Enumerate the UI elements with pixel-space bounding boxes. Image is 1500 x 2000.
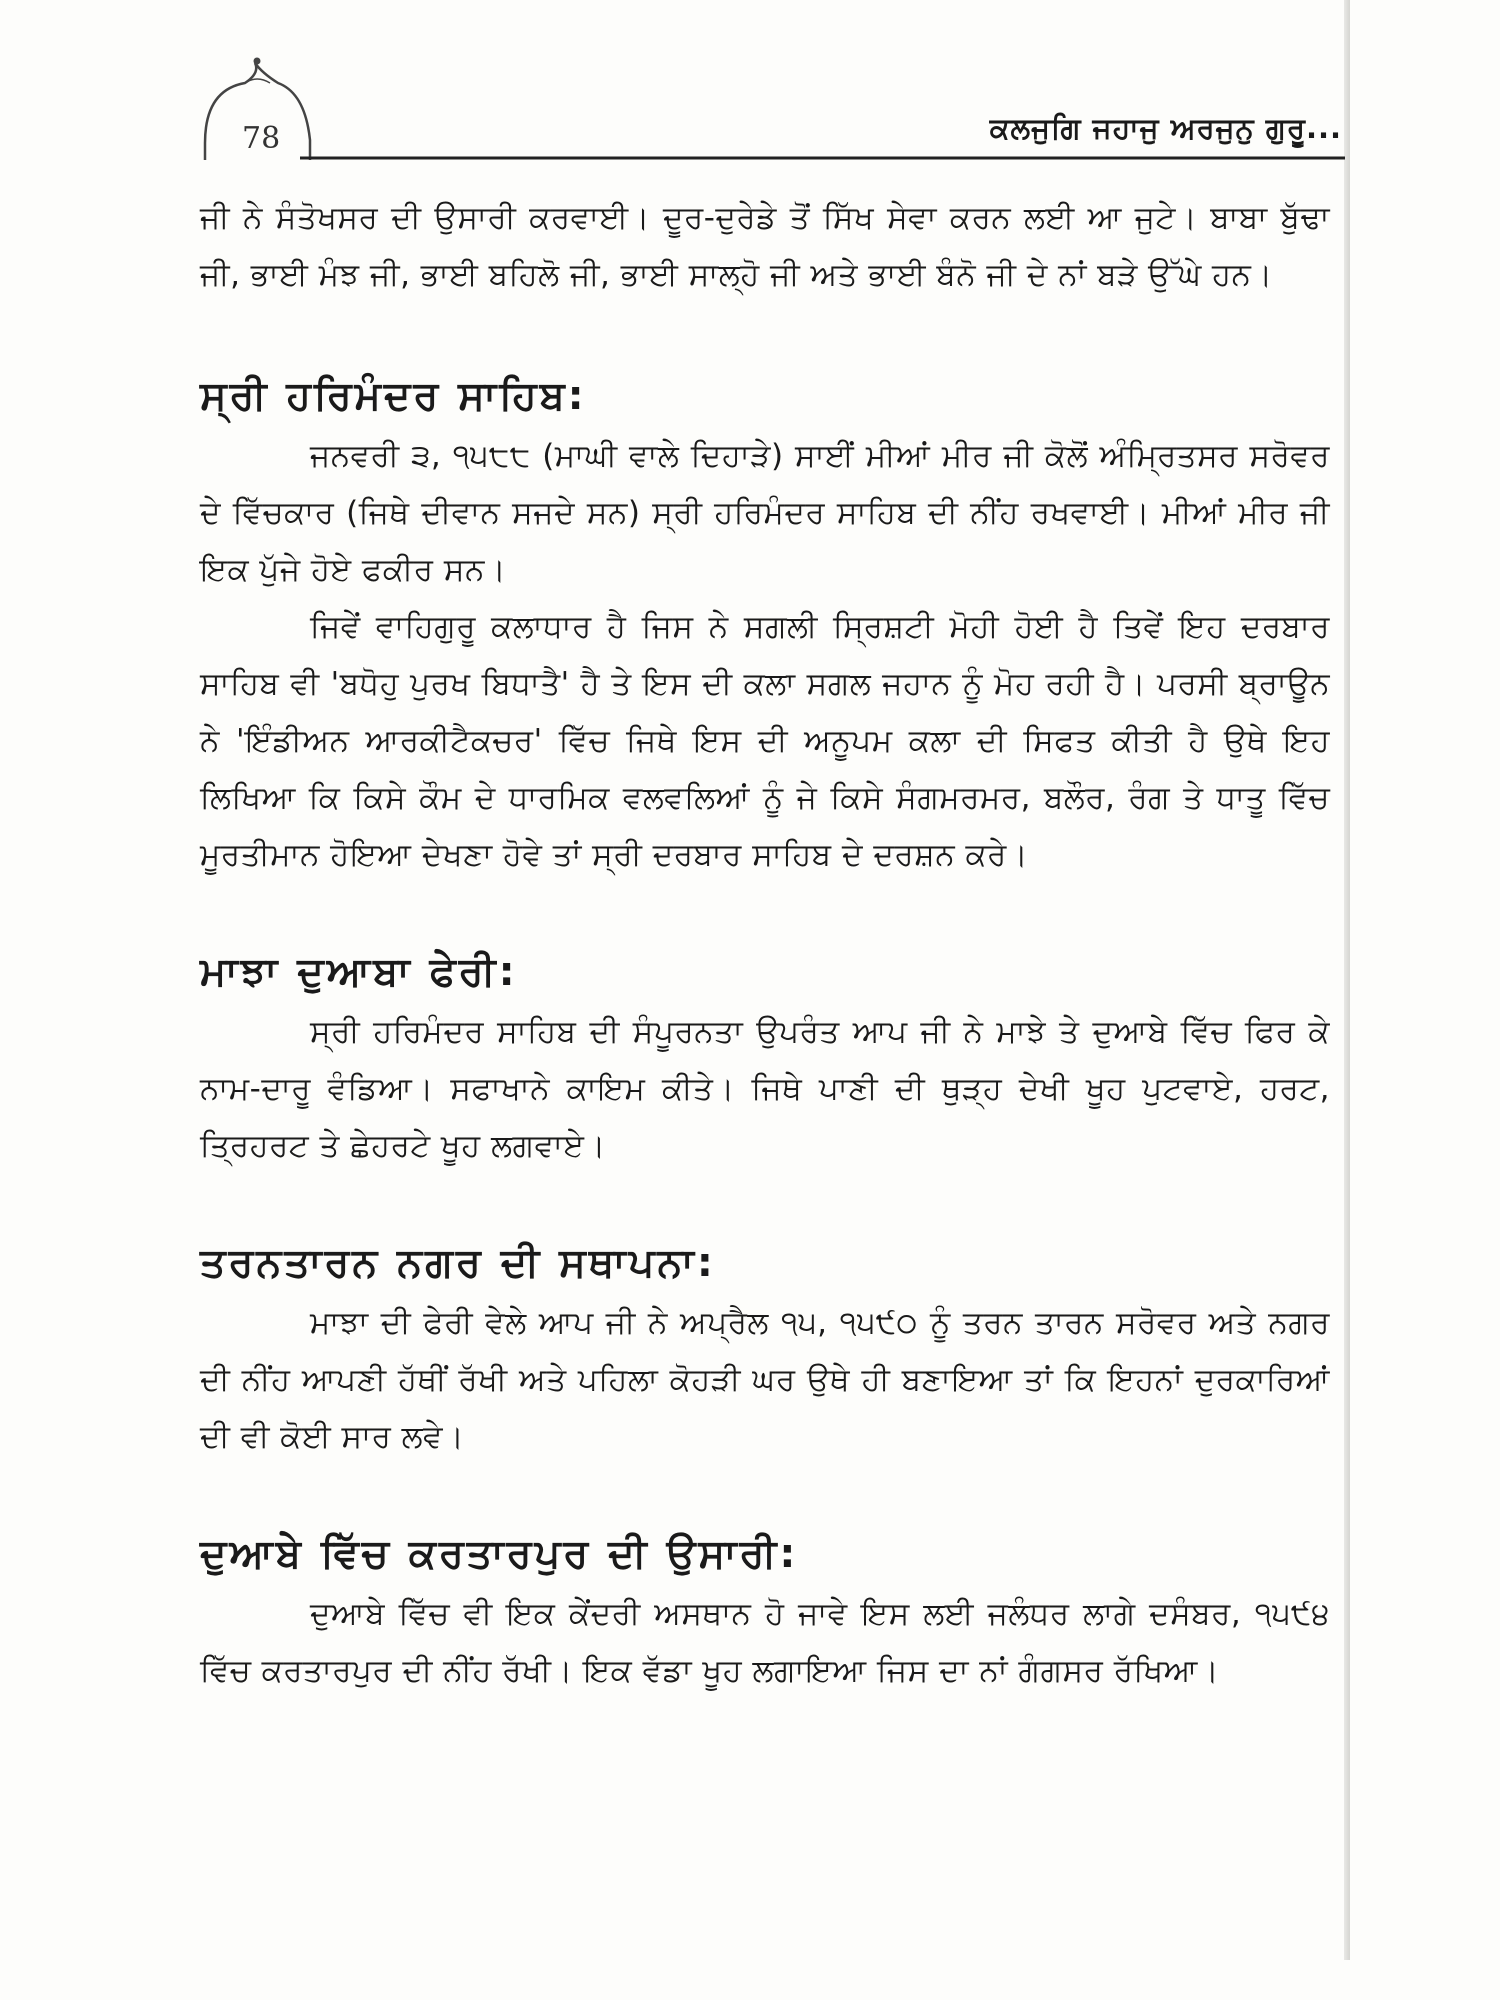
paragraph-harimandir-1: ਜਨਵਰੀ ੩, ੧੫੮੮ (ਮਾਘੀ ਵਾਲੇ ਦਿਹਾੜੇ) ਸਾਈਂ ਮੀਆਂ ਮੀਰ ਜੀ ਕੋਲੋਂ ਅੰਮ੍ਰਿਤਸਰ ਸਰੋਵਰ ਦੇ ਵਿੱਚਕਾਰ (ਜਿਥੇ ਦੀਵਾਨ ਸਜਦੇ ਸਨ) ਸ੍ਰੀ ਹਰਿਮੰਦਰ ਸਾਹਿਬ ਦੀ ਨੀਂਹ ਰਖਵਾਈ। ਮੀਆਂ ਮੀਰ ਜੀ ਇਕ ਪੁੱਜੇ ਹੋਏ ਫਕੀਰ ਸਨ।	[200, 438, 1330, 588]
paragraph-tarntaran: ਮਾਝਾ ਦੀ ਫੇਰੀ ਵੇਲੇ ਆਪ ਜੀ ਨੇ ਅਪ੍ਰੈਲ ੧੫, ੧੫੯੦ ਨੂੰ ਤਰਨ ਤਾਰਨ ਸਰੋਵਰ ਅਤੇ ਨਗਰ ਦੀ ਨੀਂਹ ਆਪਣੀ ਹੱਥੀਂ ਰੱਖੀ ਅਤੇ ਪਹਿਲਾ ਕੋਹੜੀ ਘਰ ਉਥੇ ਹੀ ਬਣਾਇਆ ਤਾਂ ਕਿ ਇਹਨਾਂ ਦੁਰਕਾਰਿਆਂ ਦੀ ਵੀ ਕੋਈ ਸਾਰ ਲਵੇ।	[200, 1305, 1330, 1455]
section-heading-kartarpur: ਦੁਆਬੇ ਵਿੱਚ ਕਰਤਾਰਪੁਰ ਦੀ ਉਸਾਰੀ:	[200, 1531, 799, 1577]
paragraph-majha-doaba: ਸ੍ਰੀ ਹਰਿਮੰਦਰ ਸਾਹਿਬ ਦੀ ਸੰਪੂਰਨਤਾ ਉਪਰੰਤ ਆਪ ਜੀ ਨੇ ਮਾਝੇ ਤੇ ਦੁਆਬੇ ਵਿੱਚ ਫਿਰ ਕੇ ਨਾਮ-ਦਾਰੂ ਵੰਡਿਆ। ਸਫਾਖਾਨੇ ਕਾਇਮ ਕੀਤੇ। ਜਿਥੇ ਪਾਣੀ ਦੀ ਥੁੜ੍ਹ ਦੇਖੀ ਖੂਹ ਪੁਟਵਾਏ, ਹਰਟ, ਤ੍ਰਿਹਰਟ ਤੇ ਛੇਹਰਟੇ ਖੂਹ ਲਗਵਾਏ।	[200, 1014, 1330, 1164]
section-heading-harimandir: ਸ੍ਰੀ ਹਰਿਮੰਦਰ ਸਾਹਿਬ:	[200, 373, 587, 419]
page-content	[200, 190, 1330, 1700]
page-edge	[1344, 0, 1350, 1960]
page-number: 78	[242, 121, 281, 156]
page-header	[200, 55, 1350, 165]
running-title: ਕਲਜੁਗਿ ਜਹਾਜੁ ਅਰਜੁਨੁ ਗੁਰੂ...	[989, 111, 1342, 145]
section-heading-tarntaran: ਤਰਨਤਾਰਨ ਨਗਰ ਦੀ ਸਥਾਪਨਾ:	[200, 1240, 716, 1286]
paragraph-harimandir-2: ਜਿਵੇਂ ਵਾਹਿਗੁਰੂ ਕਲਾਧਾਰ ਹੈ ਜਿਸ ਨੇ ਸਗਲੀ ਸ੍ਰਿਸ਼ਟੀ ਮੋਹੀ ਹੋਈ ਹੈ ਤਿਵੇਂ ਇਹ ਦਰਬਾਰ ਸਾਹਿਬ ਵੀ 'ਬਧੋਹੁ ਪੁਰਖ ਬਿਧਾਤੈ' ਹੈ ਤੇ ਇਸ ਦੀ ਕਲਾ ਸਗਲ ਜਹਾਨ ਨੂੰ ਮੋਹ ਰਹੀ ਹੈ। ਪਰਸੀ ਬ੍ਰਾਊਨ ਨੇ 'ਇੰਡੀਅਨ ਆਰਕੀਟੈਕਚਰ' ਵਿੱਚ ਜਿਥੇ ਇਸ ਦੀ ਅਨੂਪਮ ਕਲਾ ਦੀ ਸਿਫਤ ਕੀਤੀ ਹੈ ਉਥੇ ਇਹ ਲਿਖਿਆ ਕਿ ਕਿਸੇ ਕੌਮ ਦੇ ਧਾਰਮਿਕ ਵਲਵਲਿਆਂ ਨੂੰ ਜੇ ਕਿਸੇ ਸੰਗਮਰਮਰ, ਬਲੌਰ, ਰੰਗ ਤੇ ਧਾਤੂ ਵਿੱਚ ਮੂਰਤੀਮਾਨ ਹੋਇਆ ਦੇਖਣਾ ਹੋਵੇ ਤਾਂ ਸ੍ਰੀ ਦਰਬਾਰ ਸਾਹਿਬ ਦੇ ਦਰਸ਼ਨ ਕਰੇ।	[200, 609, 1330, 873]
intro-paragraph: ਜੀ ਨੇ ਸੰਤੋਖਸਰ ਦੀ ਉਸਾਰੀ ਕਰਵਾਈ। ਦੂਰ-ਦੁਰੇਡੇ ਤੋਂ ਸਿੱਖ ਸੇਵਾ ਕਰਨ ਲਈ ਆ ਜੁਟੇ। ਬਾਬਾ ਬੁੱਢਾ ਜੀ, ਭਾਈ ਮੰਝ ਜੀ, ਭਾਈ ਬਹਿਲੋ ਜੀ, ਭਾਈ ਸਾਲ੍ਹੋ ਜੀ ਅਤੇ ਭਾਈ ਬੰਨੋ ਜੀ ਦੇ ਨਾਂ ਬੜੇ ਉੱਘੇ ਹਨ।	[200, 200, 1330, 293]
paragraph-kartarpur: ਦੁਆਬੇ ਵਿੱਚ ਵੀ ਇਕ ਕੇਂਦਰੀ ਅਸਥਾਨ ਹੋ ਜਾਵੇ ਇਸ ਲਈ ਜਲੰਧਰ ਲਾਗੇ ਦਸੰਬਰ, ੧੫੯੪ ਵਿੱਚ ਕਰਤਾਰਪੁਰ ਦੀ ਨੀਂਹ ਰੱਖੀ। ਇਕ ਵੱਡਾ ਖੂਹ ਲਗਾਇਆ ਜਿਸ ਦਾ ਨਾਂ ਗੰਗਸਰ ਰੱਖਿਆ।	[200, 1596, 1330, 1689]
header-ornament	[200, 55, 1350, 165]
section-heading-majha-doaba: ਮਾਝਾ ਦੁਆਬਾ ਫੇਰੀ:	[200, 949, 518, 995]
